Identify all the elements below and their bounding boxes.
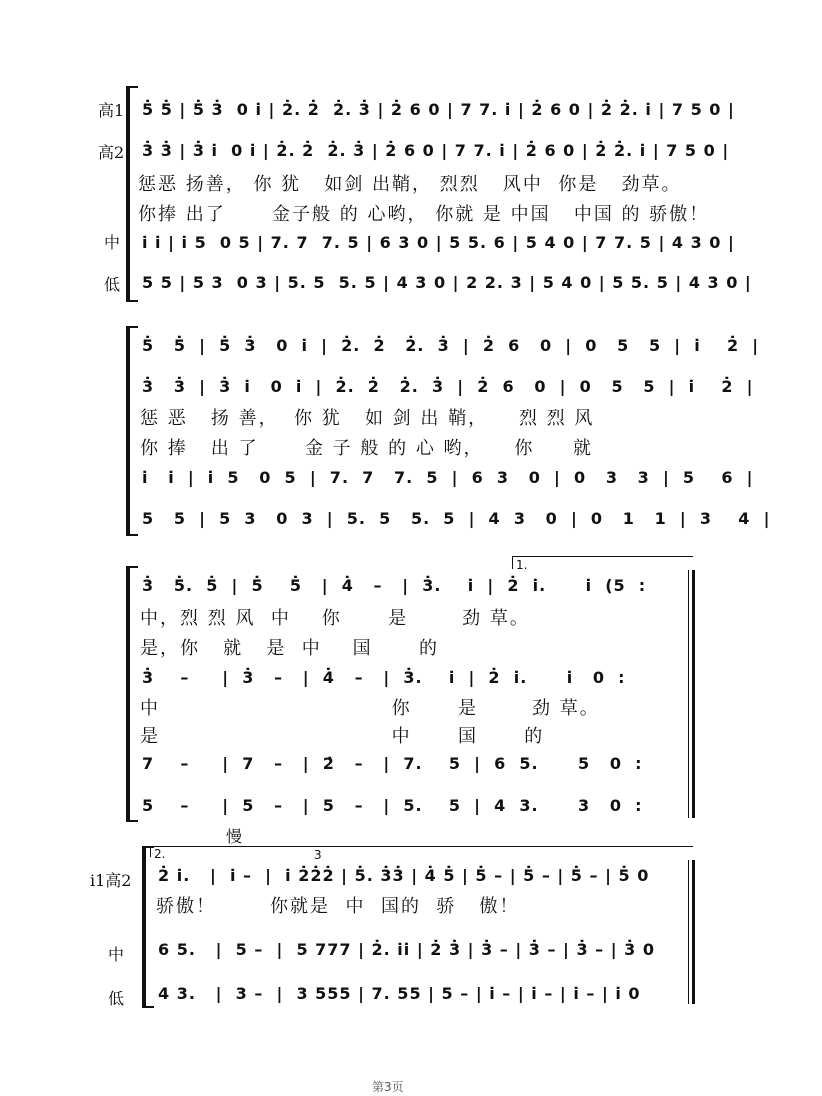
staff-line-soprano: 2̇ i̇. | i̇ – | i̇ 2̇2̇2̇ | 5̇. 3̇3̇ | 4̇ 5̇ | 5̇ – | 5̇ – | 5̇ – | 5̇ 0 [158,866,650,885]
staff-line-bass: 4 3. | 3 – | 3 555 | 7. 55 | 5 – | i̇ – | i̇ – | i̇ – | i̇ 0 [158,984,641,1003]
lyric-line-2: 是，你 就 是 中 国 的 [140,638,439,659]
system-bracket [126,566,138,822]
staff-line-soprano: 3̇ 5̇. 5̇ | 5̇ 5̇ | 4̇ – | 3̇. i̇ | 2̇ i̇. i̇ (5 : [142,576,647,595]
staff-line-soprano2: 3̇ 3̇ | 3̇ i̇ 0 i̇ | 2̇. 2̇ 2̇. 3̇ | 2̇ 6 0 | 7 7. i̇ | 2̇ 6 0 | 2̇ 2̇. i̇ | 7 5 0 | [142,141,730,160]
part-label-gao1-gao2: i1高2 [90,871,132,890]
system-bracket [126,86,138,302]
staff-line-soprano2: 3̇ 3̇ | 3̇ i̇ 0 i̇ | 2̇. 2̇ 2̇. 3̇ | 2̇ 6 0 | 0 5 5 | i̇ 2̇ | [142,377,754,396]
part-label-di: 低 [108,989,125,1008]
triplet-mark: 3 [314,848,322,862]
volta-label-2: 2. [154,847,166,861]
staff-line-alto: i̇ i̇ | i̇ 5 0 5 | 7. 7 7. 5 | 6 3 0 | 5 5. 6 | 5 4 0 | 7 7. 5 | 4 3 0 | [142,233,735,252]
staff-line-soprano1: 5̇ 5̇ | 5̇ 3̇ 0 i̇ | 2̇. 2̇ 2̇. 3̇ | 2̇ 6 0 | 0 5 5 | i̇ 2̇ | [142,336,760,355]
final-barline [688,860,694,1004]
lyric-line-2: 你 捧 出 了 金 子 般 的 心 哟， 你 就 [140,438,594,459]
volta-bracket-2 [150,846,693,857]
part-label-zhong: 中 [104,233,121,252]
system-bracket [142,846,154,1008]
staff-line-alto: 7 – | 7 – | 2̇ – | 7. 5 | 6 5. 5 0 : [142,754,643,773]
part-label-di: 低 [104,275,121,294]
tempo-marking: 慢 [226,827,243,846]
lyric-line-1: 骄傲！ 你就是 中 国的 骄 傲！ [156,896,520,917]
repeat-barline [688,570,694,818]
part-label-zhong: 中 [108,945,125,964]
staff-line-alto: 6 5. | 5 – | 5 777 | 2̇. i̇i̇ | 2̇ 3̇ | 3̇ – | 3̇ – | 3̇ – | 3̇ 0 [158,940,655,959]
staff-line-bass: 5 5 | 5 3 0 3 | 5. 5 5. 5 | 4 3 0 | 0 1 1 | 3 4 | [142,509,771,528]
lyric-line-1: 中，烈 烈 风 中 你 是 劲 草。 [140,608,530,629]
staff-line-alto: i̇ i̇ | i̇ 5 0 5 | 7. 7 7. 5 | 6 3 0 | 0 3 3 | 5 6 | [142,468,754,487]
lyric-line-1: 惩 恶 扬 善， 你 犹 如 剑 出 鞘， 烈 烈 风 [140,408,595,429]
lyric-line-1: 惩恶 扬善， 你 犹 如剑 出鞘， 烈烈 风中 你是 劲草。 [138,174,682,195]
part-label-gao1: 高1 [98,101,125,120]
staff-line-bass: 5 – | 5 – | 5 – | 5. 5 | 4 3. 3 0 : [142,796,643,815]
volta-label-1: 1. [516,558,528,572]
lyric-line-2: 你捧 出了 金子般 的 心哟， 你就 是 中国 中国 的 骄傲！ [138,204,710,225]
page-footer: 第3页 [372,1080,404,1094]
lyric-line-3: 中 你 是 劲 草。 [140,698,600,719]
staff-line-soprano1: 5̇ 5̇ | 5̇ 3̇ 0 i̇ | 2̇. 2̇ 2̇. 3̇ | 2̇ 6 0 | 7 7. i̇ | 2̇ 6 0 | 2̇ 2̇. i̇ | 7 5 0 | [142,100,735,119]
system-bracket [126,326,138,536]
volta-bracket-1 [512,556,693,569]
staff-line-soprano2: 3̇ – | 3̇ – | 4̇ – | 3̇. i̇ | 2̇ i̇. i̇ 0 : [142,668,626,687]
staff-line-bass: 5 5 | 5 3 0 3 | 5. 5 5. 5 | 4 3 0 | 2 2. 3 | 5 4 0 | 5 5. 5 | 4 3 0 | [142,273,752,292]
part-label-gao2: 高2 [98,143,125,162]
lyric-line-4: 是 中 国 的 [140,726,545,747]
